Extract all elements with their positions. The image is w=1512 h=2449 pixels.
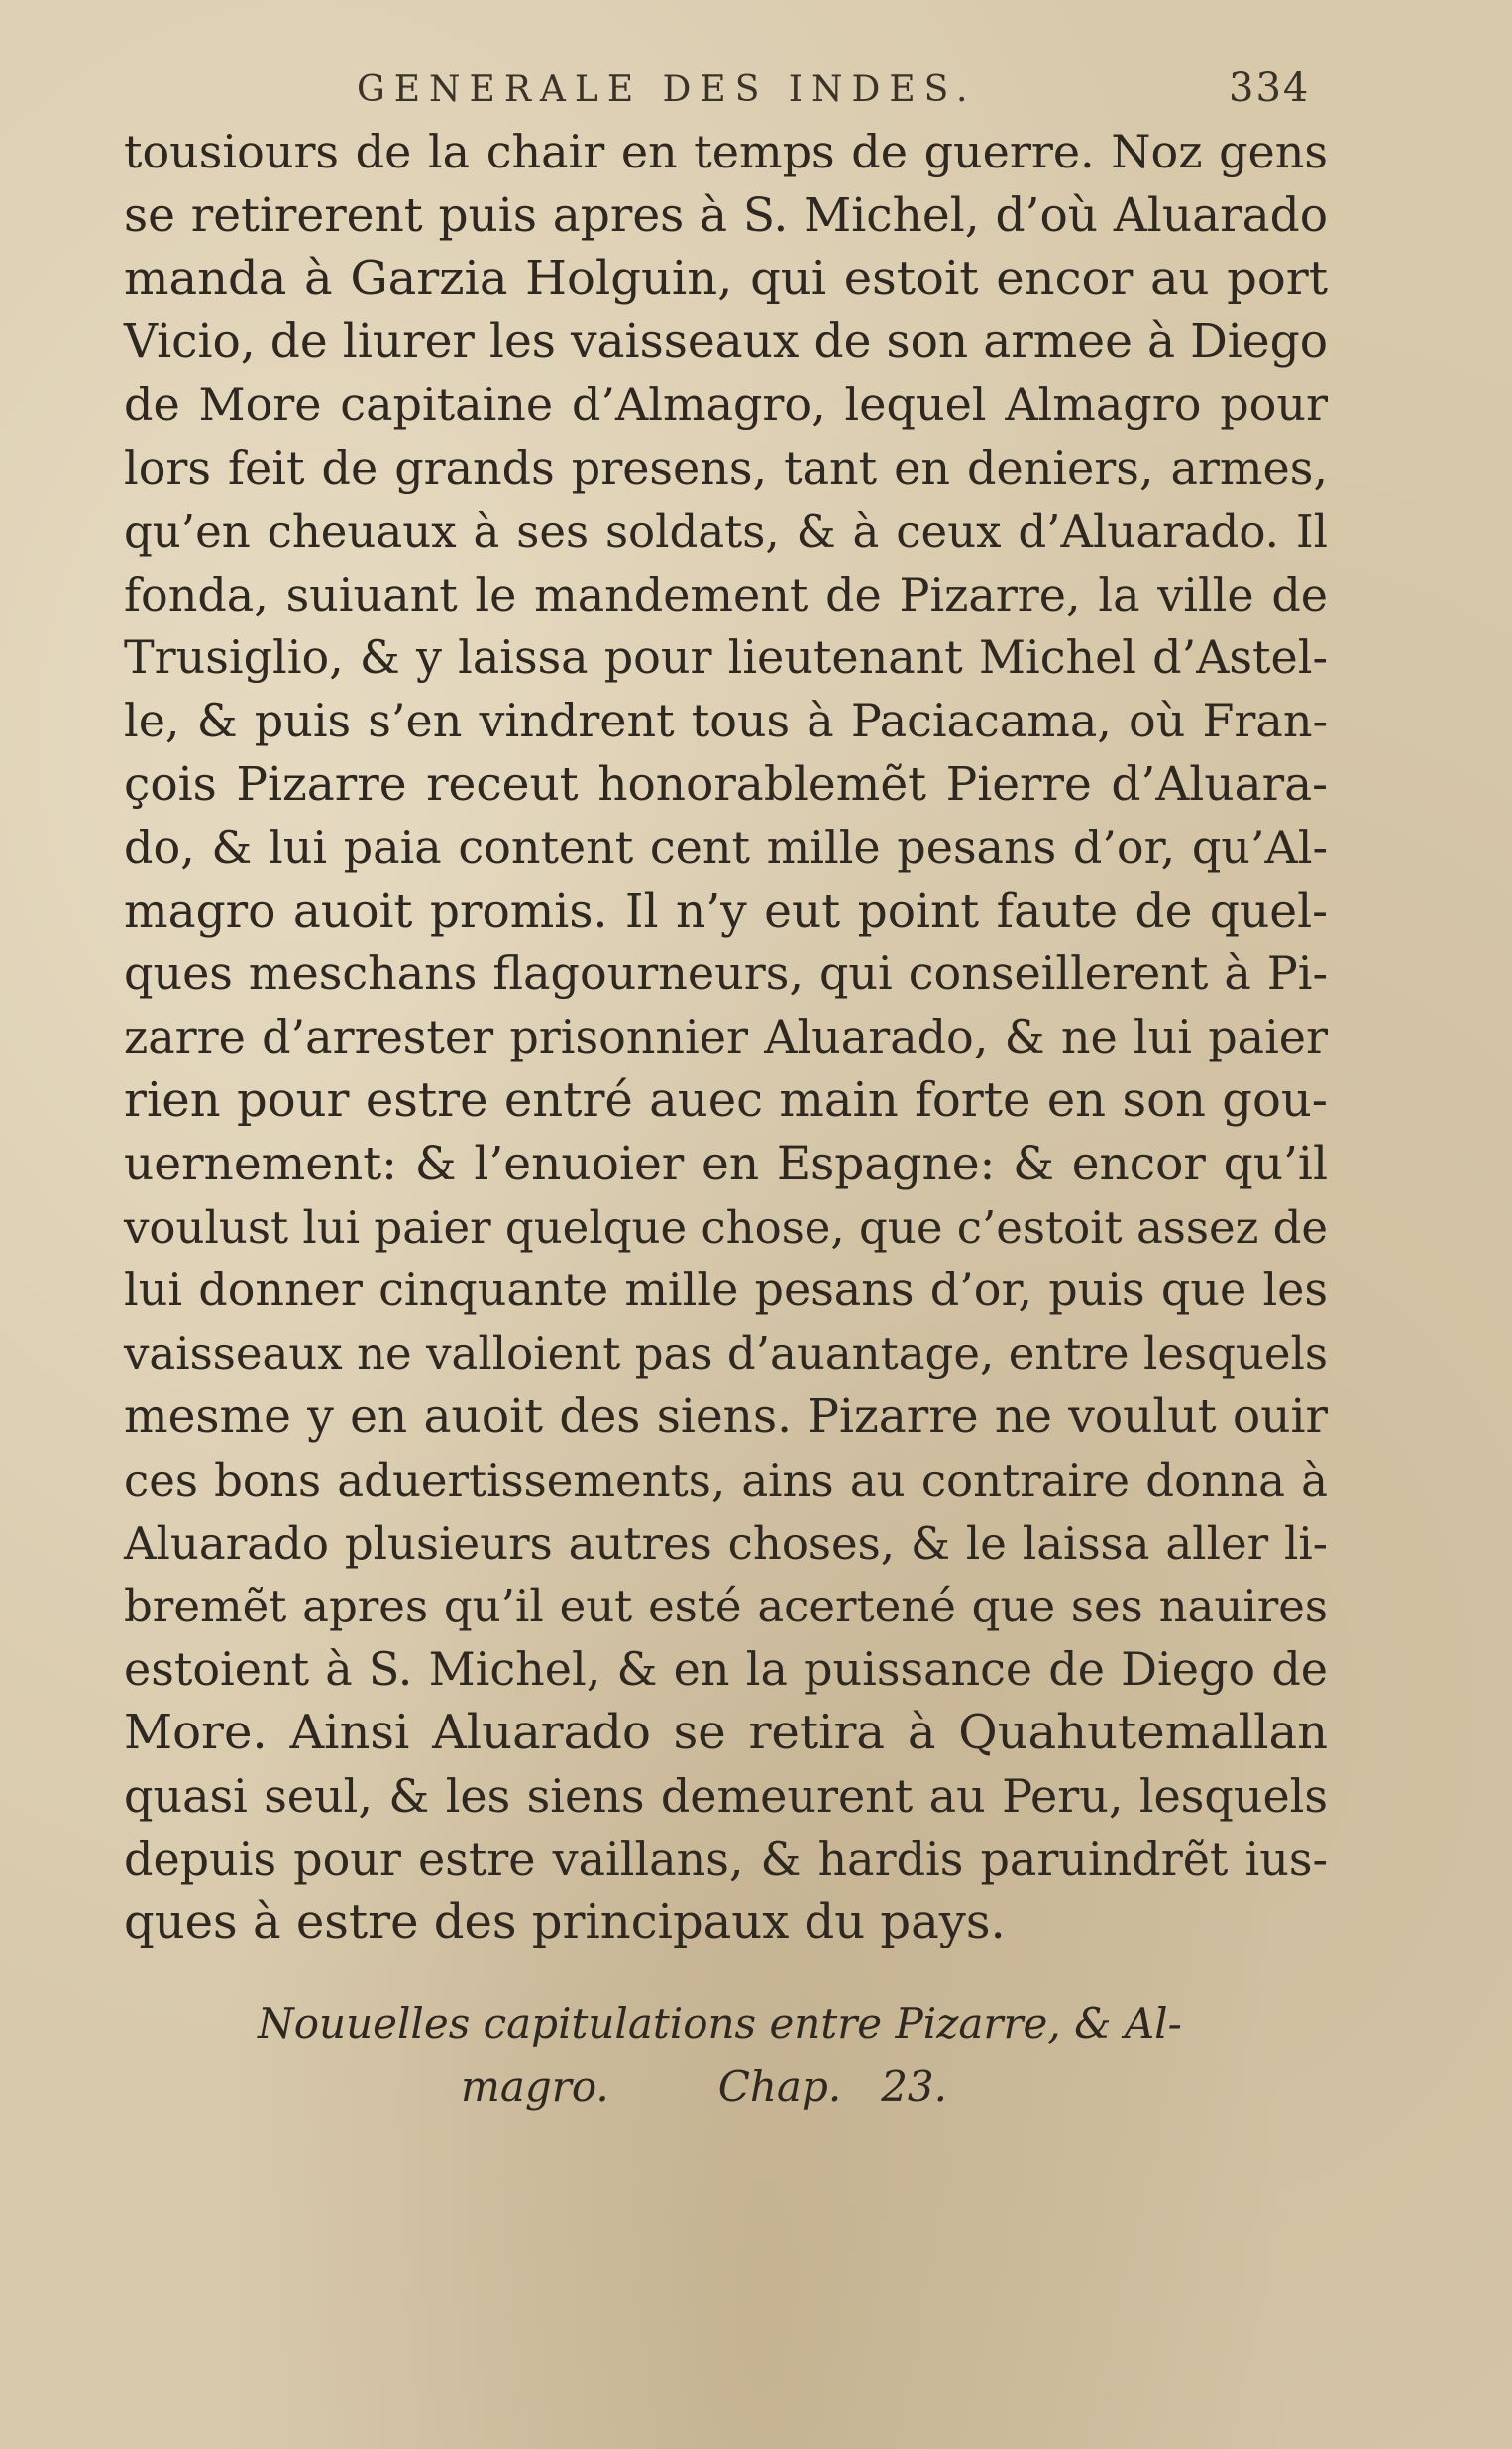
text-line: fonda, suiuant le mandement de Pizarre, la ville de [124, 567, 1328, 621]
text-line: do, & lui paia content cent mille pesans d’or, qu’Al- [124, 820, 1328, 874]
text-line: lui donner cinquante mille pesans d’or, puis que les [124, 1263, 1328, 1317]
page-number: 334 [1229, 65, 1311, 111]
text-line: More. Ainsi Aluarado se retira à Quahutemallan [124, 1704, 1328, 1760]
text-line: ces bons aduertissements, ains au contraire donna à [124, 1453, 1328, 1506]
text-line: voulust lui paier quelque chose, que c’estoit assez de [124, 1200, 1329, 1254]
body-text [124, 121, 1328, 1954]
chapter-title-end: magro. [461, 2062, 609, 2111]
text-line: rien pour estre entré auec main forte en son gou- [124, 1071, 1328, 1128]
running-title: GENERALE DES INDES. [357, 69, 977, 110]
text-line: tousiours de la chair en temps de guerre. Noz gens [124, 125, 1328, 178]
text-line: de More capitaine d’Almagro, lequel Almagro pour [124, 378, 1328, 432]
text-line: Trusiglio, & y laissa pour lieutenant Michel d’Astel- [124, 630, 1328, 685]
text-line: magro auoit promis. Il n’y eut point faute de quel- [124, 883, 1328, 939]
text-line: ques meschans flagourneurs, qui conseillerent à Pi- [124, 946, 1328, 1001]
chapter-heading [258, 1992, 1248, 2119]
text-line: çois Pizarre receut honorablemẽt Pierre d’Aluara- [124, 756, 1328, 812]
text-line: bremẽt apres qu’il eut esté acertené que ses nauires [124, 1580, 1328, 1633]
text-line: quasi seul, & les siens demeurent au Peru, lesquels [124, 1768, 1328, 1823]
text-line: mesme y en auoit des siens. Pizarre ne voulut ouir [124, 1389, 1328, 1444]
text-line: manda à Garzia Holguin, qui estoit encor au port [124, 250, 1328, 306]
text-line-last: ques à estre des principaux du pays. [124, 1894, 1006, 1950]
text-line: le, & puis s’en vindrent tous à Paciacama, où Fran- [124, 694, 1328, 748]
text-line: estoient à S. Michel, & en la puissance de Diego de [124, 1642, 1328, 1697]
text-line: zarre d’arrester prisonnier Aluarado, & ne lui paier [124, 1010, 1328, 1064]
chapter-title-line: Nouuelles capitulations entre Pizarre, & Al- [258, 1999, 1182, 2048]
chapter-label: Chap. [717, 2062, 842, 2111]
text-line: lors feit de grands presens, tant en deniers, armes, [124, 440, 1328, 495]
chapter-title-line-2 [258, 2056, 1248, 2119]
chapter-number: 23. [881, 2062, 947, 2111]
text-line: Vicio, de liurer les vaisseaux de son armee à Diego [124, 314, 1328, 370]
text-line: vaisseaux ne valloient pas d’auantage, entre lesquels [124, 1327, 1328, 1381]
text-line: Aluarado plusieurs autres choses, & le laissa aller li- [124, 1516, 1328, 1570]
text-line: depuis pour estre vaillans, & hardis paruindrẽt ius- [124, 1832, 1328, 1886]
text-line: qu’en cheuaux à ses soldats, & à ceux d’Aluarado. Il [124, 504, 1328, 558]
text-line: uernement: & l’enuoier en Espagne: & encor qu’il [124, 1136, 1328, 1191]
text-line: se retirerent puis apres à S. Michel, d’où Aluarado [124, 187, 1328, 243]
